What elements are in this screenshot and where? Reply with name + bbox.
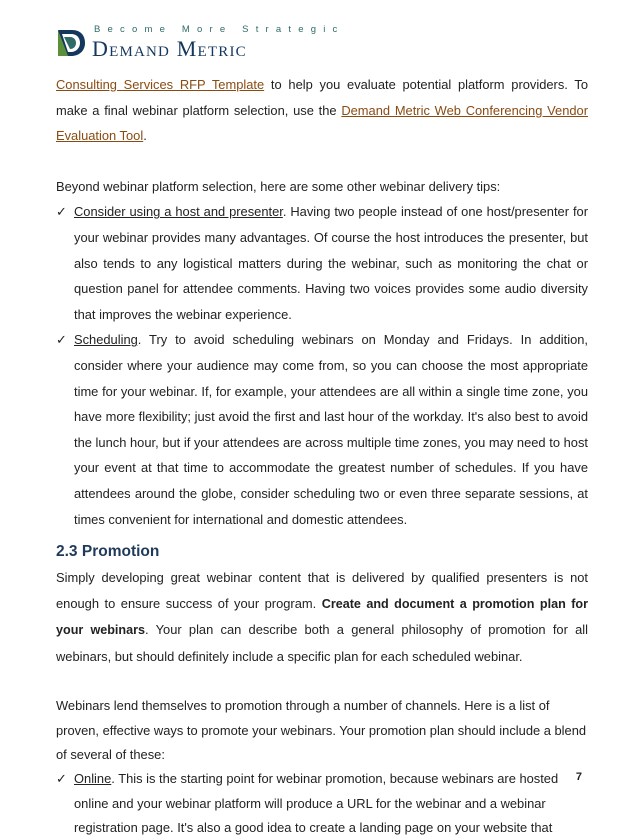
logo-brand: Demand Metric [92,36,247,61]
promotion-bold-text: Create and document a promotion plan for your webinars [56,596,588,638]
checkmark-icon: ✓ [56,204,67,220]
tip-title: Consider using a host and presenter [74,204,283,220]
channel-body: . This is the starting point for webinar promotion, because webinars are hosted online and your webinar platform will produce a URL for the webinar and a webinar registration page. It's also a good idea to create a landing page on your website that [74,771,559,835]
checkmark-icon: ✓ [56,332,67,348]
document-body [56,72,588,840]
promotion-text-a: Simply developing great webinar content that is delivered by qualified presenters is not enough to ensure success of your program. [56,570,588,611]
section-heading: 2.3 Promotion [56,543,160,561]
demand-metric-logo-icon [56,26,86,58]
tip-body: . Try to avoid scheduling webinars on Monday and Fridays. In addition, consider where your audience may come from, so you can choose the most appropriate time for your webinar. If, for example, your attendees are all within a single time zone, you have more flexibility; just avoid the first and last hour of the workday. It's also best to avoid the lunch hour, but if your attendees are across multiple time zones, you may need to host your event at that time to accommodate the greatest number of schedules. If you have attendees around the globe, consider scheduling two or even three separate sessions, at times convenient for international and domestic attendees. [74,332,588,527]
checkmark-icon: ✓ [56,771,67,787]
page-number: 7 [575,771,582,783]
intro-text-1: to help you evaluate potential platform providers. To make a final webinar platform selection, use the [56,77,588,118]
channel-item [56,767,588,840]
logo [56,22,345,62]
vendor-evaluation-tool-link[interactable]: Demand Metric Web Conferencing Vendor Evaluation Tool [56,102,589,144]
promotion-text-b: . Your plan can describe both a general philosophy of promotion for all webinars, but should definitely include a specific plan for each scheduled webinar. [56,622,589,664]
intro-paragraph [56,72,588,149]
promotion-paragraph-2: Webinars lend themselves to promotion through a number of channels. Here is a list of proven, effective ways to promote your webinars. Your promotion plan should include a blend of several of these: [56,698,587,763]
intro-text-2: . [143,128,147,144]
tip-item [56,327,588,532]
rfp-template-link[interactable]: Consulting Services RFP Template [56,77,265,92]
promotion-paragraph-1 [56,565,588,669]
channel-title: Online [74,771,112,787]
logo-tagline: Become More Strategic [94,24,345,35]
tip-body: . Having two people instead of one host/presenter for your webinar provides many advantages. Of course the host introduces the presenter, but also tends to any logistical matters during the webinar, such as monitoring the chat or question panel for attendee comments. Having two voices provides some audio diversity that improves the webinar experience. [74,204,588,322]
tip-title: Scheduling [74,332,138,348]
tip-item [56,199,588,327]
tips-intro: Beyond webinar platform selection, here are some other webinar delivery tips: [56,178,501,194]
